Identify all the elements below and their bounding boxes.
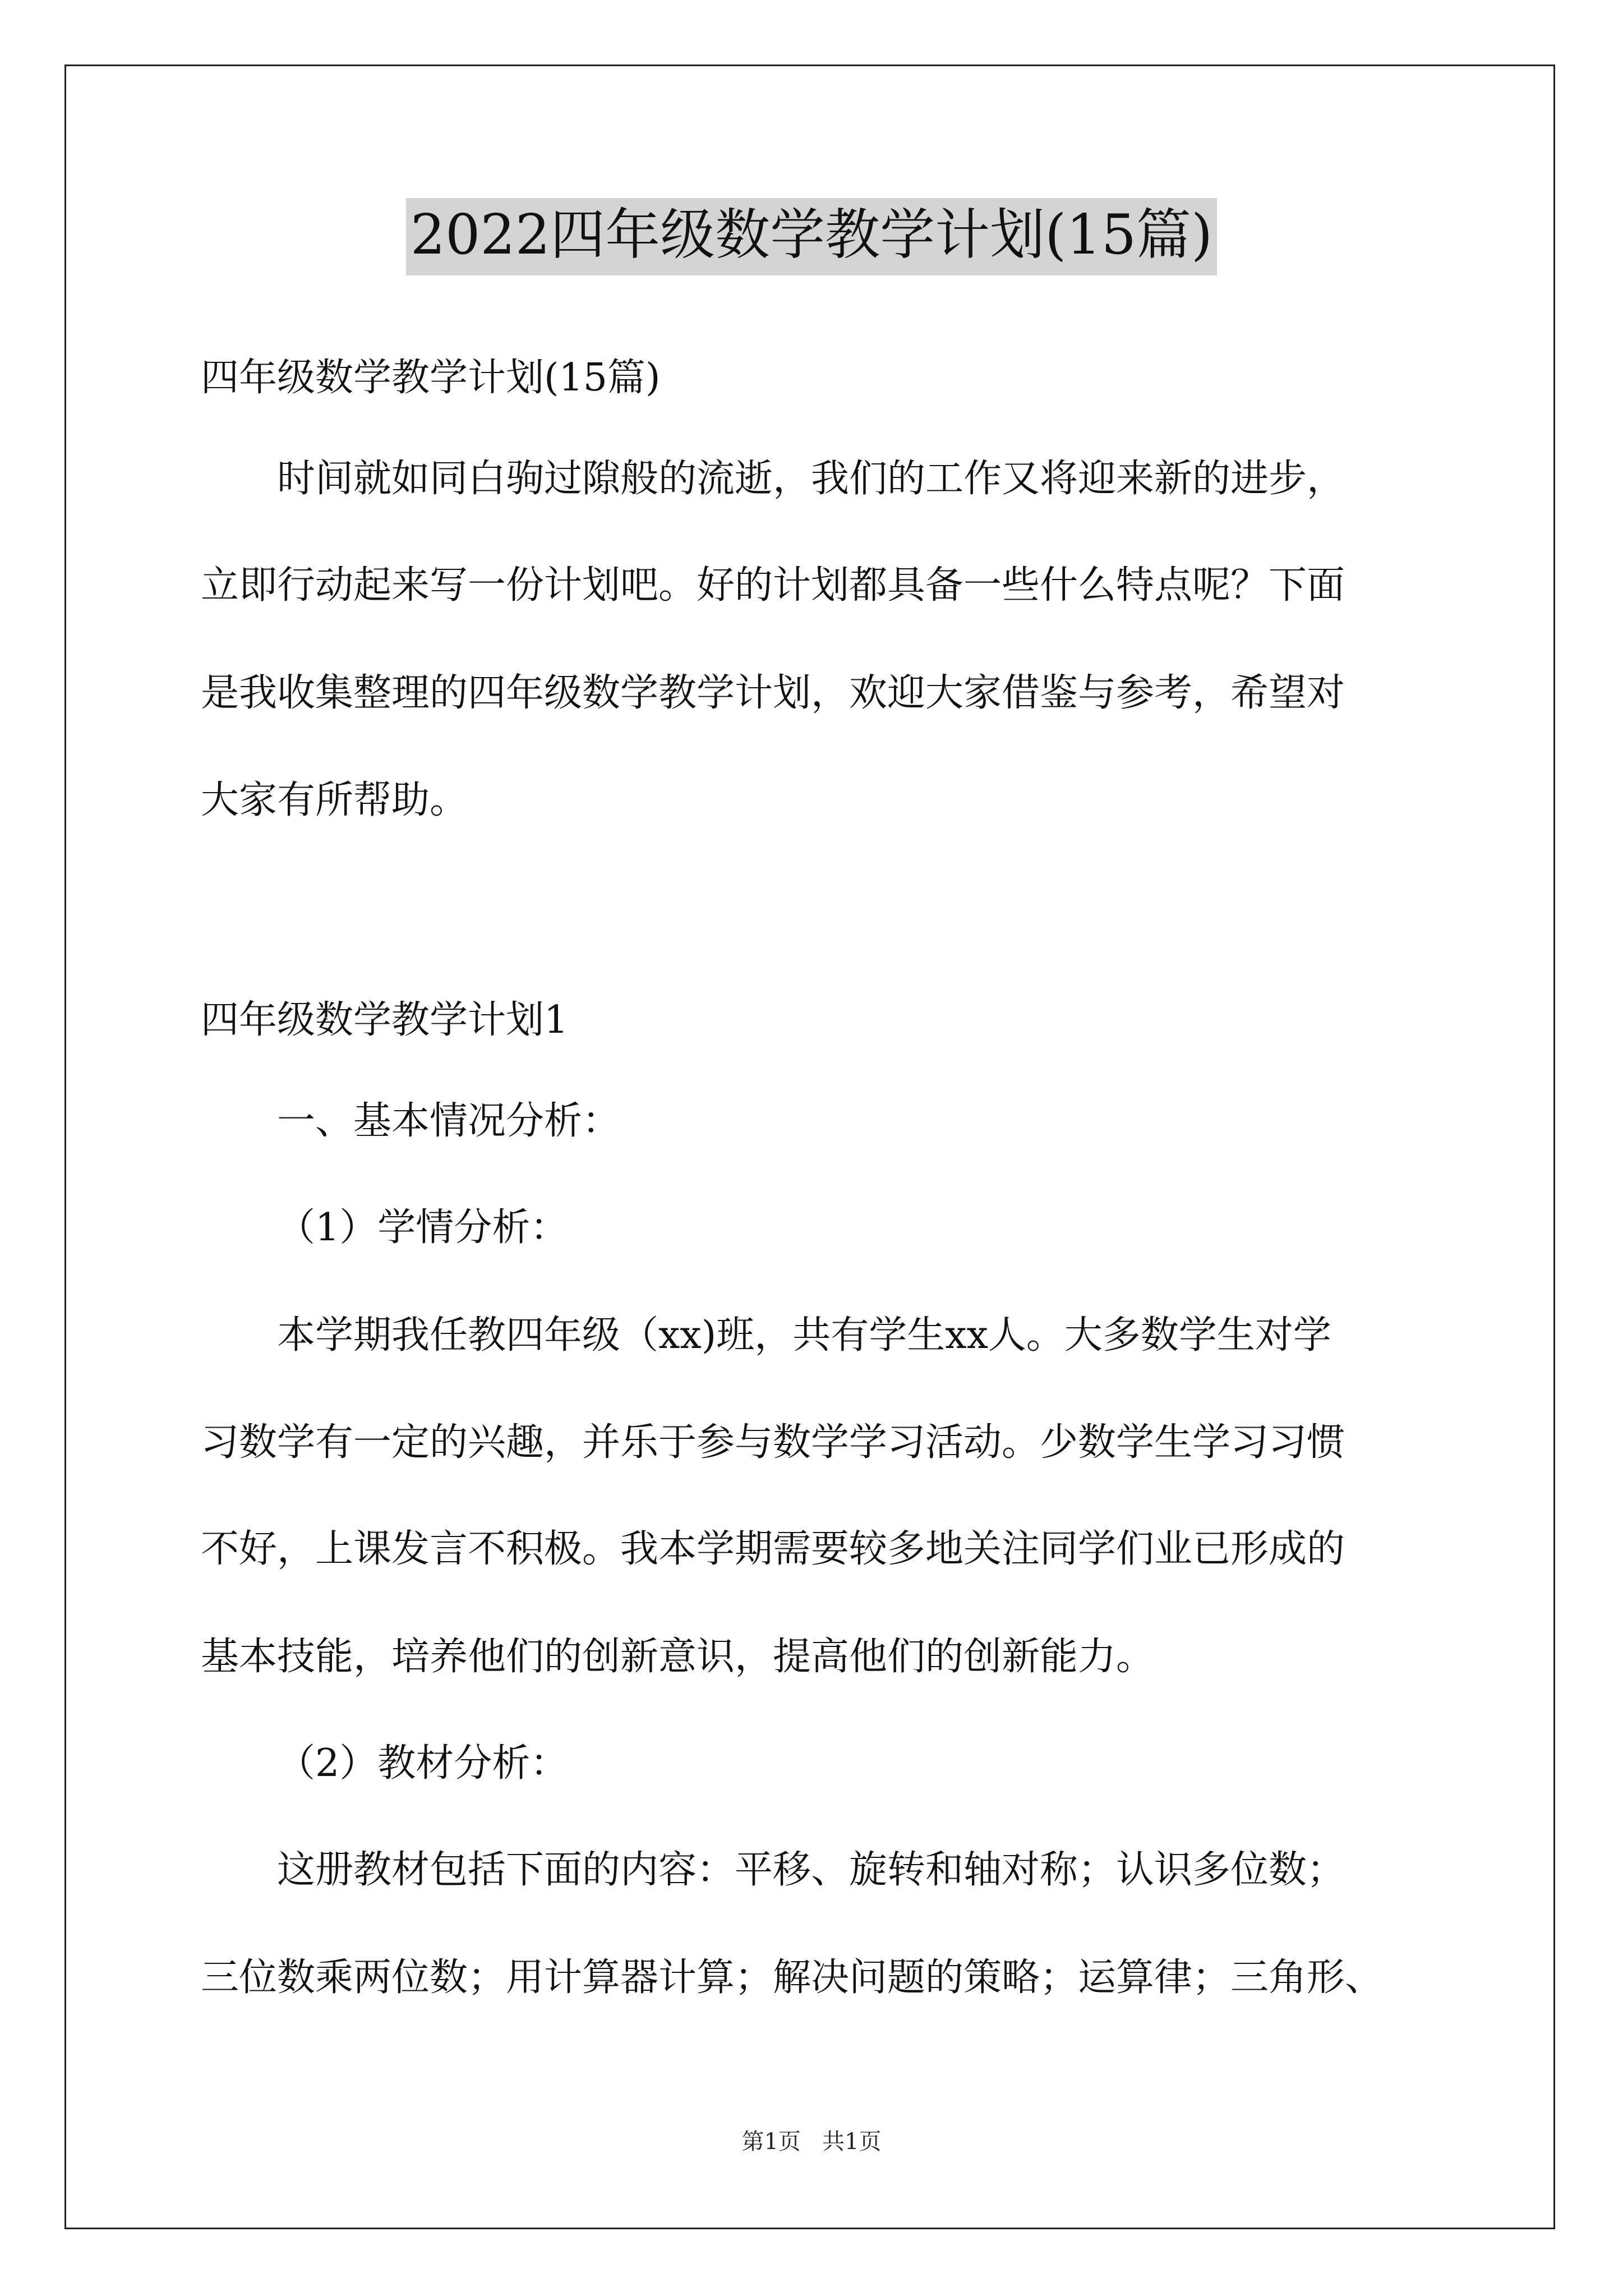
paragraph-line: 三位数乘两位数；用计算器计算；解决问题的策略；运算律；三角形、 <box>201 1955 1384 2000</box>
paragraph-line: 立即行动起来写一份计划吧。好的计划都具备一些什么特点呢？下面 <box>201 563 1345 608</box>
paragraph-line: 基本技能，培养他们的创新意识，提高他们的创新能力。 <box>201 1635 1155 1679</box>
paragraph-line: 不好，上课发言不积极。我本学期需要较多地关注同学们业已形成的 <box>201 1527 1345 1571</box>
paragraph-line: 大家有所帮助。 <box>201 778 468 822</box>
subsection-heading: （2）教材分析： <box>277 1741 569 1786</box>
paragraph-line: 这册教材包括下面的内容：平移、旋转和轴对称；认识多位数； <box>277 1848 1345 1892</box>
subsection-heading: 一、基本情况分析： <box>277 1099 621 1143</box>
section-heading: 四年级数学教学计划1 <box>201 998 569 1042</box>
title-container <box>0 198 1623 275</box>
page-footer: 第1页 共1页 <box>741 2129 882 2155</box>
subtitle-line: 四年级数学教学计划(15篇) <box>201 356 661 400</box>
paragraph-line: 时间就如同白驹过隙般的流逝，我们的工作又将迎来新的进步， <box>277 457 1345 501</box>
subsection-heading: （1）学情分析： <box>277 1205 569 1250</box>
paragraph-line: 本学期我任教四年级（xx)班，共有学生xx人。大多数学生对学 <box>277 1313 1331 1358</box>
paragraph-line: 是我收集整理的四年级数学教学计划，欢迎大家借鉴与参考，希望对 <box>201 671 1345 715</box>
paragraph-line: 习数学有一定的兴趣，并乐于参与数学学习活动。少数学生学习习惯 <box>201 1420 1345 1465</box>
document-title: 2022四年级数学教学计划(15篇) <box>406 198 1218 275</box>
